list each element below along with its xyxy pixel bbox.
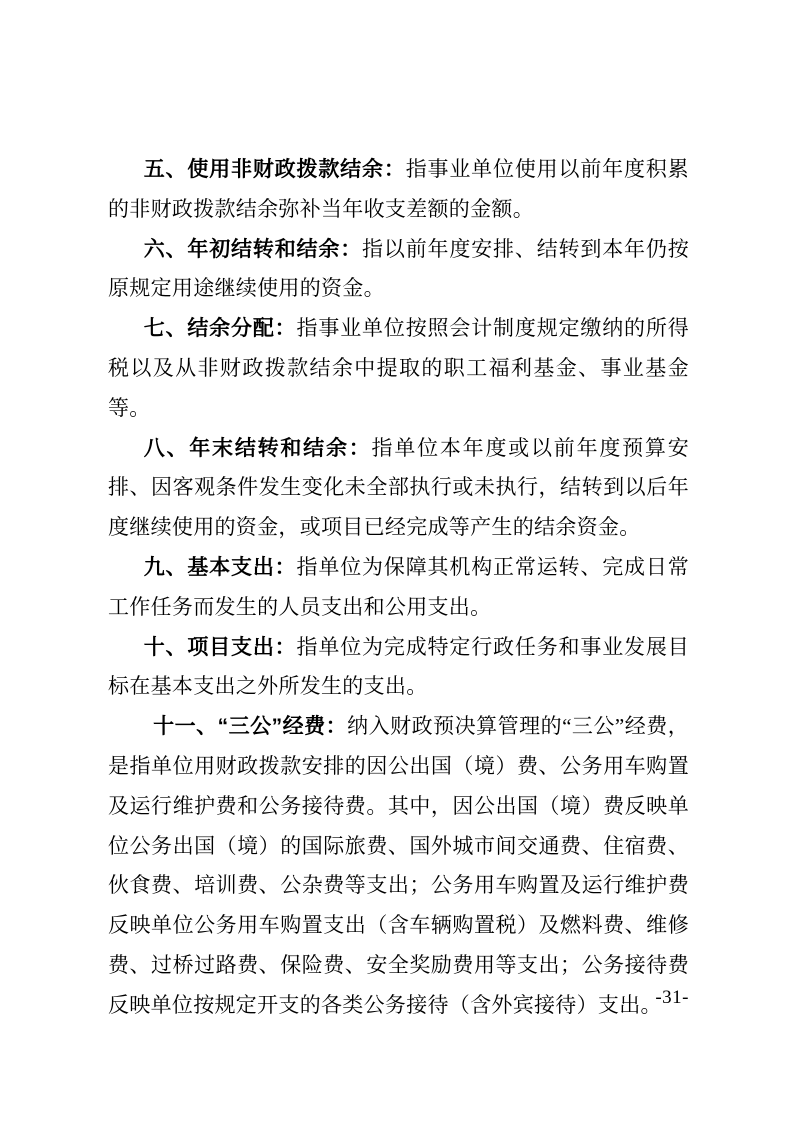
term-label: 五、使用非财政拨款结余： (143, 158, 406, 181)
term-label: 六、年初结转和结余： (143, 237, 363, 261)
definition-paragraph-6 (108, 230, 689, 310)
term-label: 八、年末结转和结余： (143, 436, 372, 460)
definition-paragraph-9 (108, 548, 689, 628)
term-definition: 指单位为保障其机构正常运转、完成日常工作任务而发生的人员支出和公用支出。 (108, 554, 689, 619)
term-definition: 指事业单位使用以前年度积累的非财政拨款结余弥补当年收支差额的金额。 (108, 157, 689, 221)
term-definition: 指单位为完成特定行政任务和事业发展目标在基本支出之外所发生的支出。 (108, 634, 689, 699)
definitions-section (108, 150, 689, 1026)
term-label: 十、项目支出： (143, 635, 297, 659)
definition-paragraph-10 (108, 628, 689, 708)
definition-paragraph-8 (108, 429, 689, 548)
definition-paragraph-7 (108, 309, 689, 428)
term-definition: 指以前年度安排、结转到本年仍按原规定用途继续使用的资金。 (108, 236, 690, 301)
term-label: 十一、“三公”经费： (153, 715, 348, 739)
definition-paragraph-11 (108, 707, 689, 1025)
term-label: 七、结余分配： (143, 317, 297, 341)
term-definition: 指事业单位按照会计制度规定缴纳的所得税以及从非财政拨款结余中提取的职工福利基金、事业基金等。 (108, 316, 689, 420)
definition-paragraph-5 (108, 150, 689, 230)
term-label: 九、基本支出： (143, 555, 297, 579)
page-number: -31- (655, 987, 689, 1008)
term-definition: 指单位本年度或以前年度预算安排、因客观条件发生变化未全部执行或未执行，结转到以后年度继续使用的资金，或项目已经完成等产生的结余资金。 (108, 435, 690, 540)
term-definition: 纳入财政预决算管理的“三公”经费，是指单位用财政拨款安排的因公出国（境）费、公务用车购置及运行维护费和公务接待费。其中，因公出国（境）费反映单位公务出国（境）的国际旅费、国外城市间交通费、住宿费、伙食费、培训费、公杂费等支出；公务用车购置及运行维护费反映单位公务用车购置支出（含车辆购置税）及燃料费、维修费、过桥过路费、保险费、安全奖励费用等支出；公务接待费反映单位按规定开支的各类公务接待（含外宾接待）支出。 (108, 714, 689, 1017)
